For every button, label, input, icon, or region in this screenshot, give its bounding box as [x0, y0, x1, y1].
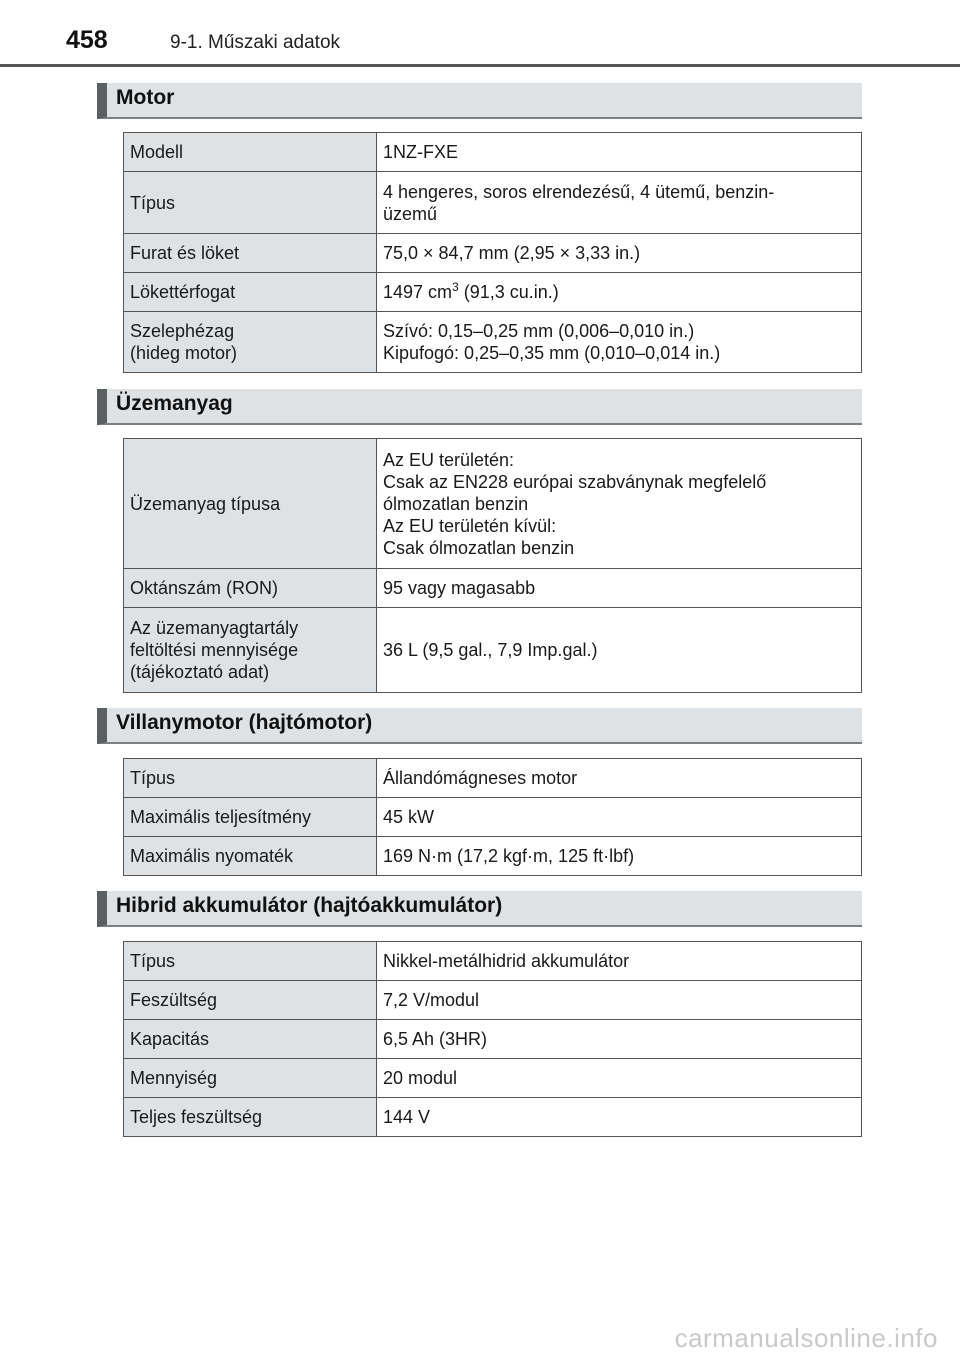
page-header	[0, 0, 960, 66]
spec-value-line: 4 hengeres, soros elrendezésű, 4 ütemű, benzin-	[383, 181, 775, 202]
displacement-value: 1497 cm	[383, 282, 453, 302]
section-header-motor	[97, 83, 862, 119]
table-row	[124, 133, 862, 172]
spec-key: Feszültség	[124, 981, 377, 1020]
table-row	[124, 312, 862, 373]
spec-value: Nikkel-metálhidrid akkumulátor	[377, 942, 862, 981]
spec-key: Modell	[124, 133, 377, 172]
spec-key: Mennyiség	[124, 1059, 377, 1098]
spec-key	[124, 312, 377, 373]
spec-key-line: (tájékoztató adat)	[130, 662, 270, 682]
spec-key: Kapacitás	[124, 1020, 377, 1059]
spec-value-line: Kipufogó: 0,25–0,35 mm (0,010–0,014 in.)	[383, 343, 721, 363]
spec-value	[377, 273, 862, 312]
table-row	[124, 1098, 862, 1137]
spec-key: Furat és löket	[124, 234, 377, 273]
displacement-imperial: (91,3 cu.in.)	[458, 282, 559, 302]
spec-value-line: Csak az EN228 európai szabványnak megfelelő	[383, 471, 767, 492]
table-row	[124, 1059, 862, 1098]
section-title: Hibrid akkumulátor (hajtóakkumulátor)	[116, 894, 503, 917]
table-row	[124, 273, 862, 312]
spec-value	[377, 172, 862, 234]
electric-motor-spec-table	[123, 758, 862, 876]
spec-value: 45 kW	[377, 798, 862, 837]
spec-value	[377, 439, 862, 569]
spec-value	[377, 312, 862, 373]
spec-value-line: Szívó: 0,15–0,25 mm (0,006–0,010 in.)	[383, 321, 695, 341]
table-row	[124, 837, 862, 876]
spec-value: 95 vagy magasabb	[377, 569, 862, 608]
spec-key: Maximális teljesítmény	[124, 798, 377, 837]
table-row	[124, 759, 862, 798]
section-title: Üzemanyag	[116, 392, 233, 415]
table-row	[124, 608, 862, 693]
spec-key: Teljes feszültség	[124, 1098, 377, 1137]
section-title: Villanymotor (hajtómotor)	[116, 711, 373, 734]
spec-key-line: feltöltési mennyisége	[130, 640, 299, 660]
spec-key: Üzemanyag típusa	[124, 439, 377, 569]
spec-value: 169 N·m (17,2 kgf·m, 125 ft·lbf)	[377, 837, 862, 876]
spec-value: 6,5 Ah (3HR)	[377, 1020, 862, 1059]
watermark: carmanualsonline.info	[674, 1323, 938, 1353]
spec-key-line: Szelephézag	[130, 321, 235, 341]
table-row	[124, 798, 862, 837]
superscript-3: 3	[452, 280, 459, 294]
spec-value: 36 L (9,5 gal., 7,9 Imp.gal.)	[377, 608, 862, 693]
spec-key: Típus	[124, 942, 377, 981]
table-row	[124, 172, 862, 234]
table-row	[124, 234, 862, 273]
motor-spec-table	[123, 132, 862, 373]
spec-value: 1NZ-FXE	[377, 133, 862, 172]
table-row	[124, 942, 862, 981]
spec-key-line: (hideg motor)	[130, 343, 238, 363]
spec-key: Lökettérfogat	[124, 273, 377, 312]
spec-key	[124, 608, 377, 693]
spec-value-line: üzemű	[383, 203, 438, 224]
spec-value-line: Csak ólmozatlan benzin	[383, 537, 575, 558]
spec-key: Típus	[124, 172, 377, 234]
spec-key-line: Az üzemanyagtartály	[130, 618, 299, 638]
header-rule	[0, 64, 960, 67]
section-header-fuel	[97, 389, 862, 425]
spec-value-line: ólmozatlan benzin	[383, 493, 529, 514]
table-row	[124, 981, 862, 1020]
spec-value: Állandómágneses motor	[377, 759, 862, 798]
spec-key: Oktánszám (RON)	[124, 569, 377, 608]
section-title: Motor	[116, 86, 175, 109]
spec-key: Maximális nyomaték	[124, 837, 377, 876]
table-row	[124, 569, 862, 608]
fuel-spec-table	[123, 438, 862, 693]
spec-value: 144 V	[377, 1098, 862, 1137]
battery-spec-table	[123, 941, 862, 1137]
table-row	[124, 439, 862, 569]
spec-value: 75,0 × 84,7 mm (2,95 × 3,33 in.)	[377, 234, 862, 273]
page-number: 458	[66, 26, 108, 54]
section-header-electric-motor	[97, 708, 862, 744]
spec-value-line: Az EU területén kívül:	[383, 515, 557, 536]
spec-value-line: Az EU területén:	[383, 449, 515, 470]
section-header-battery	[97, 891, 862, 927]
chapter-title: 9-1. Műszaki adatok	[170, 32, 341, 53]
spec-value: 20 modul	[377, 1059, 862, 1098]
spec-value: 7,2 V/modul	[377, 981, 862, 1020]
table-row	[124, 1020, 862, 1059]
spec-key: Típus	[124, 759, 377, 798]
